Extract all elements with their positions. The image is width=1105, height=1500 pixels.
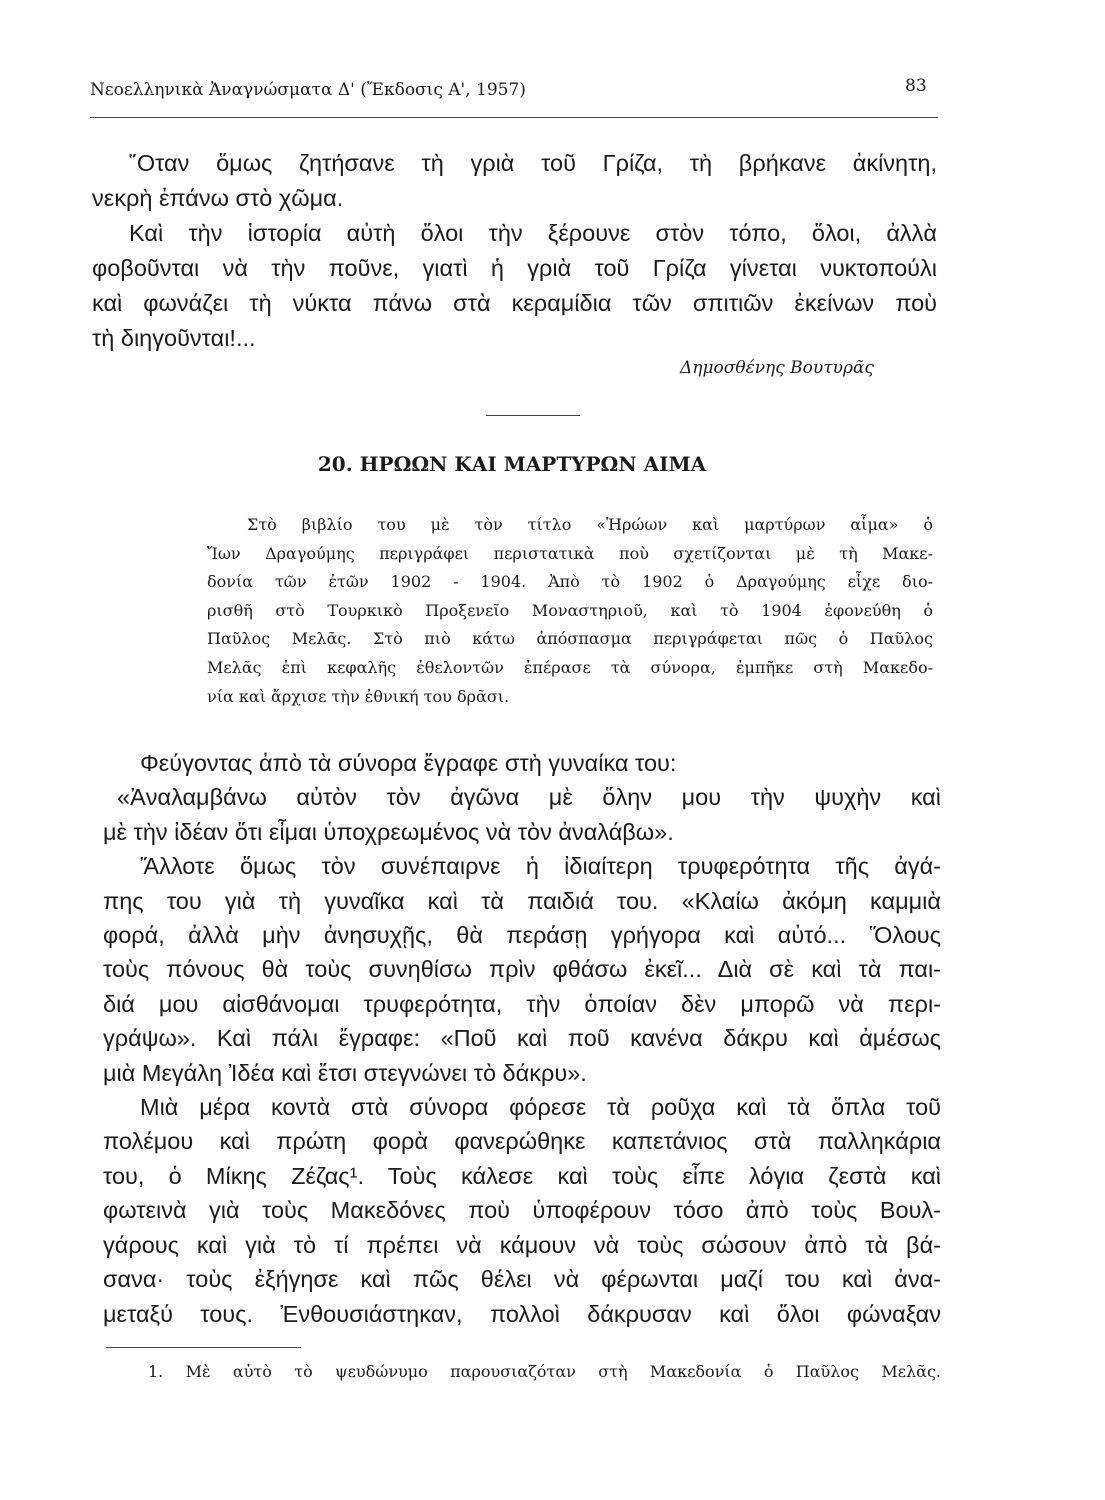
story-author: Δημοσθένης Βουτυρᾶς — [680, 358, 874, 378]
text-line: μὲ τὴν ἰδέαν ὅτι εἶμαι ὑποχρεωμένος νὰ τὸν ἀναλάβω». — [103, 818, 674, 845]
section-intro — [207, 511, 933, 711]
section-separator — [486, 415, 580, 416]
text-line: φορά, ἀλλὰ μὴν ἀνησυχῇς, θὰ περάσῃ γρήγορα καὶ αὐτό... Ὅλους — [103, 922, 941, 949]
section-heading: 20. ΗΡΩΩΝ ΚΑΙ ΜΑΡΤΥΡΩΝ ΑΙΜΑ — [317, 452, 707, 476]
text-line: νεκρὴ ἐπάνω στὸ χῶμα. — [92, 185, 344, 211]
section-body-text — [103, 746, 941, 1331]
text-line: πολέμου καὶ πρώτη φορὰ φανερώθηκε καπετάνιος στὰ παλληκάρια — [103, 1128, 941, 1155]
text-line: τὴ διηγοῦνται!... — [92, 325, 256, 351]
header-rule — [90, 117, 938, 118]
text-line: δονία τῶν ἐτῶν 1902 - 1904. Ἀπὸ τὸ 1902 ὁ Δραγούμης εἶχε διο- — [207, 572, 933, 592]
text-line: γράψω». Καὶ πάλι ἔγραφε: «Ποῦ καὶ ποῦ κανένα δάκρυ καὶ ἀμέσως — [103, 1025, 941, 1052]
text-line: Φεύγοντας ἀπὸ τὰ σύνορα ἔγραφε στὴ γυναίκα του: — [140, 750, 677, 776]
footnote-rule — [106, 1347, 301, 1348]
text-line: Μελᾶς ἐπὶ κεφαλῆς ἐθελοντῶν ἐπέρασε τὰ σύνορα, ἐμπῆκε στὴ Μακεδο- — [207, 657, 933, 677]
text-line: Στὸ βιβλίο του μὲ τὸν τίτλο «Ἡρώων καὶ μαρτύρων αἷμα» ὁ — [247, 515, 933, 534]
text-line: φοβοῦνται νὰ τὴν ποῦνε, γιατὶ ἡ γριὰ τοῦ Γρίζα γίνεται νυκτοπούλι — [92, 255, 937, 281]
text-line: τοὺς πόνους θὰ τοὺς συνηθίσω πρὶν φθάσω ἐκεῖ... Διὰ σὲ καὶ τὰ παι- — [103, 956, 941, 983]
running-header-title: Νεοελληνικὰ Ἀναγνώσματα Δ' (Ἔκδοσις Α', 1957) — [90, 80, 526, 100]
text-line: Παῦλος Μελᾶς. Στὸ πιὸ κάτω ἀπόσπασμα περιγράφεται πῶς ὁ Παῦλος — [207, 629, 933, 649]
footnote: 1. Μὲ αὐτὸ τὸ ψευδώνυμο παρουσιαζόταν στὴ Μακεδονία ὁ Παῦλος Μελᾶς. — [148, 1362, 941, 1381]
page-number: 83 — [905, 76, 927, 96]
text-line: σανα· τοὺς ἐξήγησε καὶ πῶς θέλει νὰ φέρωνται μαζί του καὶ ἀνα- — [103, 1266, 941, 1293]
text-line: ῞Οταν ὅμως ζητήσανε τὴ γριὰ τοῦ Γρίζα, τὴ βρήκανε ἀκίνητη, — [129, 150, 937, 176]
text-line: φωτεινὰ γιὰ τοὺς Μακεδόνες ποὺ ὑποφέρουν τόσο ἀπὸ τοὺς Βουλ- — [103, 1197, 941, 1224]
story-ending-text — [92, 146, 937, 356]
text-line: μεταξύ τους. Ἐνθουσιάστηκαν, πολλοὶ δάκρυσαν καὶ ὅλοι φώναξαν — [103, 1300, 941, 1327]
text-line: μιὰ Μεγάλη Ἰδέα καὶ ἔτσι στεγνώνει τὸ δάκρυ». — [103, 1059, 587, 1086]
text-line: Μιὰ μέρα κοντὰ στὰ σύνορα φόρεσε τὰ ροῦχα καὶ τὰ ὅπλα τοῦ — [140, 1094, 941, 1121]
text-line: Ἄλλοτε ὅμως τὸν συνέπαιρνε ἡ ἰδιαίτερη τρυφερότητα τῆς ἀγά- — [140, 853, 941, 880]
text-line: νία καὶ ἄρχισε τὴν ἐθνική του δρᾶσι. — [207, 686, 510, 706]
text-line: «Ἀναλαμβάνω αὐτὸν τὸν ἀγῶνα μὲ ὅλην μου τὴν ψυχὴν καὶ — [117, 784, 941, 811]
text-line: γάρους καὶ γιὰ τὸ τί πρέπει νὰ κάμουν νὰ τοὺς σώσουν ἀπὸ τὰ βά- — [103, 1231, 941, 1258]
text-line: του, ὁ Μίκης Ζέζας¹. Τοὺς κάλεσε καὶ τοὺς εἶπε λόγια ζεστὰ καὶ — [103, 1162, 941, 1189]
text-line: Ἴων Δραγούμης περιγράφει περιστατικὰ ποὺ σχετίζονται μὲ τὴ Μακε- — [207, 543, 933, 563]
text-line: Καὶ τὴν ἱστορία αὐτὴ ὅλοι τὴν ξέρουνε στὸν τόπο, ὅλοι, ἀλλὰ — [129, 220, 937, 246]
text-line: καὶ φωνάζει τὴ νύκτα πάνω στὰ κεραμίδια τῶν σπιτιῶν ἐκείνων ποὺ — [92, 290, 937, 316]
text-line: ρισθῆ στὸ Τουρκικὸ Προξενεῖο Μοναστηριοῦ, καὶ τὸ 1904 ἐφονεύθη ὁ — [207, 600, 933, 620]
text-line: διά μου αἰσθάνομαι τρυφερότητα, τὴν ὁποίαν δὲν μπορῶ νὰ περι- — [103, 990, 941, 1017]
text-line: πης του γιὰ τὴ γυναῖκα καὶ τὰ παιδιά του. «Κλαίω ἀκόμη καμμιὰ — [103, 887, 941, 914]
